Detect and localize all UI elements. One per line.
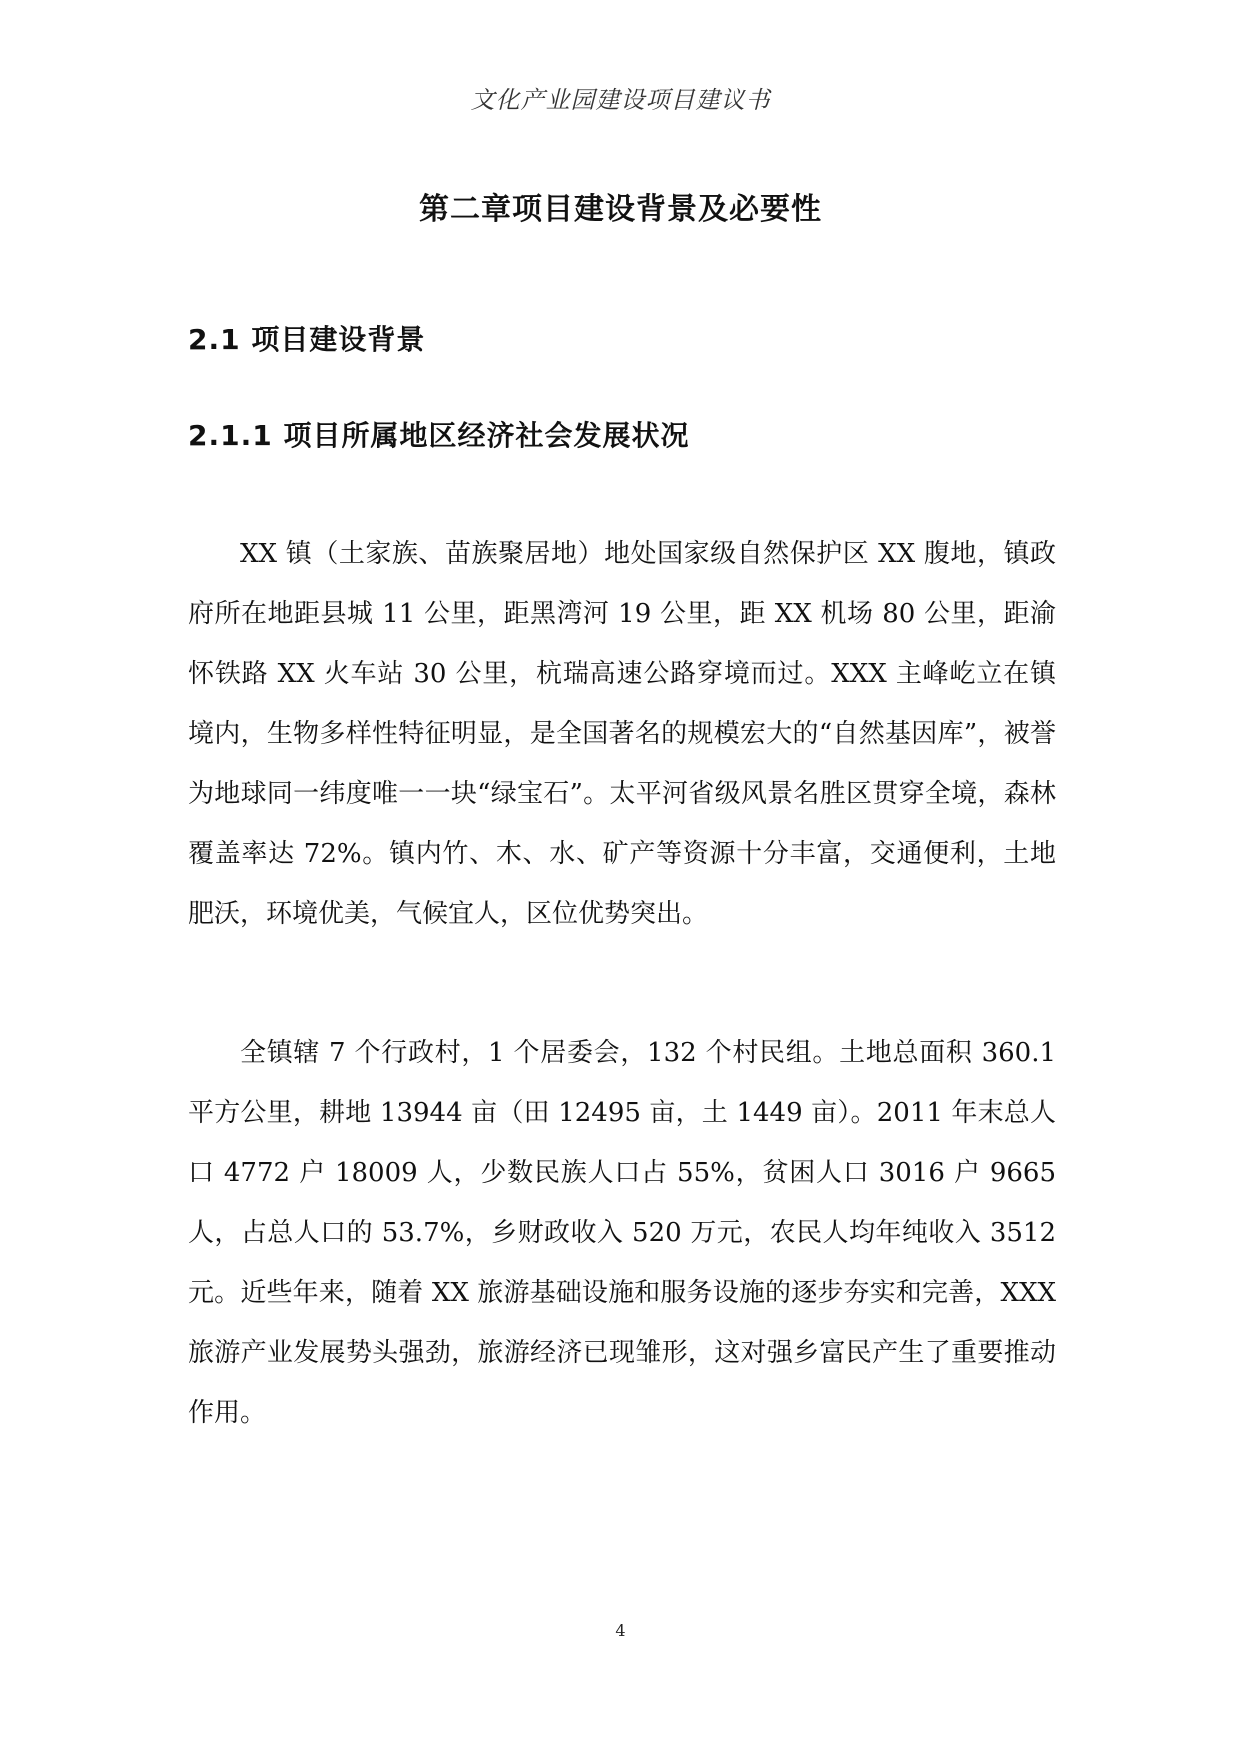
section-heading-2-1-1: 2.1.1 项目所属地区经济社会发展状况: [188, 419, 690, 452]
body-paragraph-1: XX 镇（土家族、苗族聚居地）地处国家级自然保护区 XX 腹地，镇政府所在地距县城 11 公里，距黑湾河 19 公里，距 XX 机场 80 公里，距渝怀铁路 XX 火车站 30 公里，杭瑞高速公路穿境而过。XXX 主峰屹立在镇境内，生物多样性特征明显，是全国著名的规模宏大的“自然基因库”，被誉为地球同一纬度唯一一块“绿宝石”。太平河省级风景名胜区贯穿全境，森林覆盖率达 72%。镇内竹、木、水、矿产等资源十分丰富，交通便利，土地肥沃，环境优美，气候宜人，区位优势突出。: [188, 539, 1056, 929]
running-header: 文化产业园建设项目建议书: [470, 86, 771, 114]
section-heading-2-1: 2.1 项目建设背景: [188, 323, 426, 356]
body-paragraph-2: 全镇辖 7 个行政村，1 个居委会，132 个村民组。土地总面积 360.1 平方公里，耕地 13944 亩（田 12495 亩，土 1449 亩）。2011 年末总人口 4772 户 18009 人，少数民族人口占 55%，贫困人口 3016 户 9665 人，占总人口的 53.7%，乡财政收入 520 万元，农民人均年纯收入 3512 元。近些年来，随着 XX 旅游基础设施和服务设施的逐步夯实和完善，XXX 旅游产业发展势头强劲，旅游经济已现雏形，这对强乡富民产生了重要推动作用。: [188, 1038, 1056, 1428]
chapter-title: 第二章项目建设背景及必要性: [419, 192, 822, 227]
page-number: 4: [615, 1621, 626, 1640]
